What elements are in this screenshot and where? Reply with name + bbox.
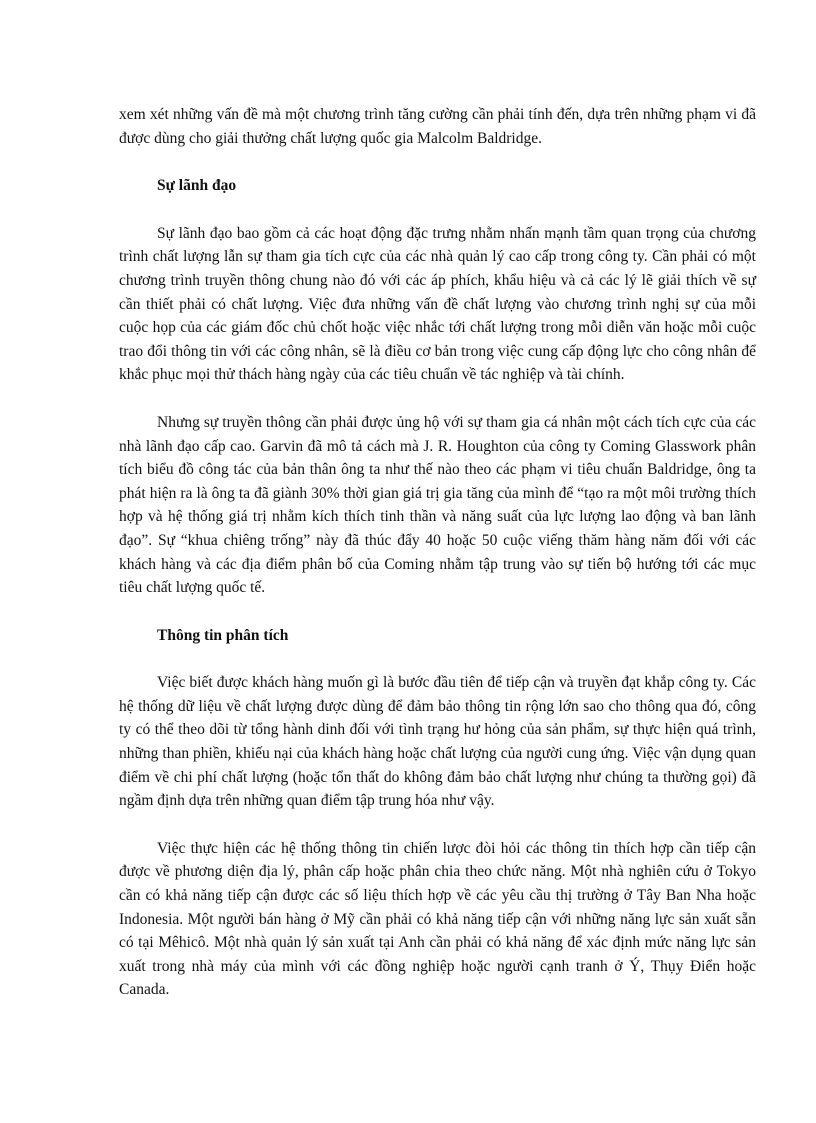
section-heading-information: Thông tin phân tích (157, 626, 289, 644)
section-heading-leadership: Sự lãnh đạo (157, 177, 237, 195)
information-paragraph-2: Việc thực hiện các hệ thống thông tin chiến lược đòi hỏi các thông tin thích hợp cần tiếp cận được về phương diện địa lý, phân cấp hoặc phân chia theo chức năng. Một nhà nghiên cứu ở Tokyo cần có khả năng tiếp cận được các số liệu thích hợp về các yêu cầu thị trường ở Tây Ban Nha hoặc Indonesia. Một người bán hàng ở Mỹ cần phải có khả năng tiếp cận với những năng lực sản xuất sẵn có tại Mêhicô. Một nhà quản lý sản xuất tại Anh cần phải có khả năng để xác định mức năng lực sản xuất trong nhà máy của mình với các đồng nghiệp hoặc người cạnh tranh ở Ý, Thụy Điển hoặc Canada. (119, 839, 756, 999)
leadership-paragraph-2: Nhưng sự truyền thông cần phải được ủng hộ với sự tham gia cá nhân một cách tích cực của các nhà lãnh đạo cấp cao. Garvin đã mô tả cách mà J. R. Houghton của công ty Coming Glasswork phân tích biểu đồ công tác của bản thân ông ta như thế nào theo các phạm vi tiêu chuẩn Baldridge, ông ta phát hiện ra là ông ta đã giành 30% thời gian giá trị gia tăng của mình để “tạo ra một môi trường thích hợp và hệ thống giá trị nhằm kích thích tinh thần và năng suất của lực lượng lao động và ban lãnh đạo”. Sự “khua chiêng trống” này đã thúc đẩy 40 hoặc 50 cuộc viếng thăm hàng năm đối với các khách hàng và các địa điểm phân bố của Coming nhằm tập trung vào sự tiến bộ hướng tới các mục tiêu chất lượng quốc tế. (119, 413, 756, 597)
document-page (119, 103, 756, 1002)
leadership-paragraph-1: Sự lãnh đạo bao gồm cả các hoạt động đặc trưng nhằm nhấn mạnh tầm quan trọng của chương trình chất lượng lẫn sự tham gia tích cực của các nhà quản lý cao cấp trong công ty. Cần phải có một chương trình truyền thông chung nào đó với các áp phích, khẩu hiệu và cả các lý lẽ giải thích về sự cần thiết phải có chất lượng. Việc đưa những vấn đề chất lượng vào chương trình nghị sự của mỗi cuộc họp của các giám đốc chủ chốt hoặc việc nhắc tới chất lượng trong mỗi diễn văn hoặc mỗi cuộc trao đổi thông tin với các công nhân, sẽ là điều cơ bản trong việc cung cấp động lực cho công nhân để khắc phục mọi thử thách hàng ngày của các tiêu chuẩn về tác nghiệp và tài chính. (119, 224, 756, 384)
information-paragraph-1: Việc biết được khách hàng muốn gì là bước đầu tiên để tiếp cận và truyền đạt khắp công ty. Các hệ thống dữ liệu về chất lượng được dùng để đảm bảo thông tin rộng lớn sao cho thông qua đó, công ty có thể theo dõi từ tổng hành dinh đối với tình trạng hư hỏng của sản phẩm, sự thực hiện quá trình, những than phiền, khiếu nại của khách hàng hoặc chất lượng của người cung ứng. Việc vận dụng quan điểm về chi phí chất lượng (hoặc tổn thất do không đảm bảo chất lượng như chúng ta thường gọi) đã ngầm định dựa trên những quan điểm tập trung hóa như vậy. (119, 674, 756, 810)
intro-paragraph: xem xét những vấn đề mà một chương trình tăng cường cần phải tính đến, dựa trên những phạm vi đã được dùng cho giải thưởng chất lượng quốc gia Malcolm Baldridge. (119, 106, 756, 147)
